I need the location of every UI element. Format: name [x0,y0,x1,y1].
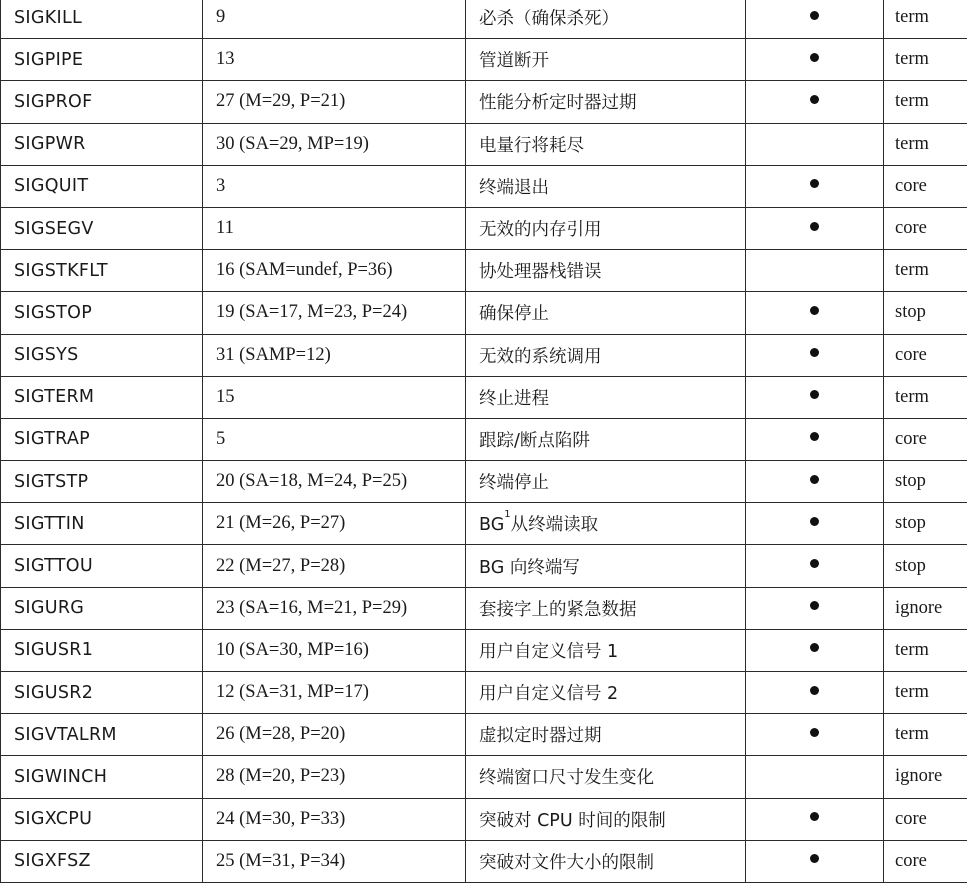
signal-description-cell: BG 向终端写 [466,545,746,587]
bullet-dot-icon [810,643,819,652]
bullet-dot-icon [810,559,819,568]
bullet-dot-icon [810,812,819,821]
marker-cell [746,81,884,123]
default-action-cell: term [884,376,967,418]
default-action-cell: ignore [884,756,967,798]
signal-number-cell: 3 [203,165,466,207]
marker-cell [746,629,884,671]
table-row [1,840,967,882]
marker-cell [746,840,884,882]
default-action-cell: core [884,165,967,207]
default-action-cell: stop [884,503,967,545]
signal-description-cell: 突破对文件大小的限制 [466,840,746,882]
bullet-dot-icon [810,854,819,863]
signal-description-cell: 终端窗口尺寸发生变化 [466,756,746,798]
marker-cell [746,798,884,840]
signal-description-cell: 电量行将耗尽 [466,123,746,165]
signal-number-cell: 11 [203,207,466,249]
signal-name-cell: SIGPWR [1,123,203,165]
table-row [1,165,967,207]
default-action-cell: ignore [884,587,967,629]
signal-name-cell: SIGWINCH [1,756,203,798]
marker-cell [746,292,884,334]
signal-name-cell: SIGUSR2 [1,672,203,714]
table-row [1,376,967,418]
default-action-cell: core [884,334,967,376]
bullet-dot-icon [810,95,819,104]
signal-number-cell: 27 (M=29, P=21) [203,81,466,123]
signal-description-cell: 必杀（确保杀死） [466,0,746,39]
default-action-cell: term [884,0,967,39]
default-action-cell: term [884,123,967,165]
signal-name-cell: SIGVTALRM [1,714,203,756]
bullet-dot-icon [810,686,819,695]
signal-number-cell: 22 (M=27, P=28) [203,545,466,587]
signal-description-cell: 终端停止 [466,461,746,503]
signal-description-cell: 用户自定义信号 2 [466,672,746,714]
default-action-cell: term [884,250,967,292]
marker-cell [746,714,884,756]
signal-name-cell: SIGTERM [1,376,203,418]
table-row [1,672,967,714]
table-row [1,123,967,165]
marker-cell [746,503,884,545]
signal-name-cell: SIGPIPE [1,39,203,81]
table-row [1,250,967,292]
signal-name-cell: SIGSYS [1,334,203,376]
table-row [1,207,967,249]
table-row [1,81,967,123]
signal-description-cell: 用户自定义信号 1 [466,629,746,671]
default-action-cell: term [884,672,967,714]
signal-number-cell: 19 (SA=17, M=23, P=24) [203,292,466,334]
signal-description-cell: 性能分析定时器过期 [466,81,746,123]
default-action-cell: core [884,418,967,460]
marker-cell [746,756,884,798]
marker-cell [746,334,884,376]
marker-cell [746,0,884,39]
signal-description-cell: 突破对 CPU 时间的限制 [466,798,746,840]
signal-name-cell: SIGQUIT [1,165,203,207]
bullet-dot-icon [810,475,819,484]
bullet-dot-icon [810,390,819,399]
signal-name-cell: SIGKILL [1,0,203,39]
marker-cell [746,39,884,81]
signal-number-cell: 25 (M=31, P=34) [203,840,466,882]
signal-table-body [1,0,967,882]
signal-name-cell: SIGSEGV [1,207,203,249]
signal-description-cell: 跟踪/断点陷阱 [466,418,746,460]
signal-description-cell: 终止进程 [466,376,746,418]
table-row [1,418,967,460]
bullet-dot-icon [810,179,819,188]
signal-description-cell: 管道断开 [466,39,746,81]
bullet-dot-icon [810,53,819,62]
signal-name-cell: SIGPROF [1,81,203,123]
signal-description-cell: 终端退出 [466,165,746,207]
marker-cell [746,461,884,503]
default-action-cell: term [884,714,967,756]
bullet-dot-icon [810,728,819,737]
bullet-dot-icon [810,306,819,315]
table-row [1,545,967,587]
signal-name-cell: SIGTTIN [1,503,203,545]
default-action-cell: core [884,207,967,249]
signal-number-cell: 5 [203,418,466,460]
table-row [1,0,967,39]
bullet-dot-icon [810,601,819,610]
signal-description-cell [466,503,746,545]
default-action-cell: stop [884,461,967,503]
marker-cell [746,672,884,714]
marker-cell [746,545,884,587]
table-row [1,334,967,376]
signal-number-cell: 16 (SAM=undef, P=36) [203,250,466,292]
signal-description-cell: 协处理器栈错误 [466,250,746,292]
table-row [1,39,967,81]
signal-name-cell: SIGTRAP [1,418,203,460]
default-action-cell: term [884,39,967,81]
signal-number-cell: 12 (SA=31, MP=17) [203,672,466,714]
signal-number-cell: 13 [203,39,466,81]
bullet-dot-icon [810,11,819,20]
table-row [1,798,967,840]
description-prefix: BG [479,515,505,536]
marker-cell [746,376,884,418]
marker-cell [746,250,884,292]
bullet-dot-icon [810,432,819,441]
signal-number-cell: 9 [203,0,466,39]
signal-name-cell: SIGURG [1,587,203,629]
signal-name-cell: SIGXFSZ [1,840,203,882]
signal-number-cell: 10 (SA=30, MP=16) [203,629,466,671]
table-row [1,503,967,545]
bullet-dot-icon [810,348,819,357]
default-action-cell: term [884,81,967,123]
table-row [1,629,967,671]
signal-description-cell: 无效的系统调用 [466,334,746,376]
signal-name-cell: SIGSTKFLT [1,250,203,292]
marker-cell [746,123,884,165]
table-row [1,461,967,503]
signal-name-cell: SIGSTOP [1,292,203,334]
signal-number-cell: 26 (M=28, P=20) [203,714,466,756]
signal-number-cell: 21 (M=26, P=27) [203,503,466,545]
signal-number-cell: 28 (M=20, P=23) [203,756,466,798]
table-row [1,587,967,629]
default-action-cell: core [884,840,967,882]
signal-number-cell: 23 (SA=16, M=21, P=29) [203,587,466,629]
default-action-cell: stop [884,545,967,587]
signal-description-cell: 无效的内存引用 [466,207,746,249]
table-row [1,756,967,798]
marker-cell [746,418,884,460]
description-suffix: 从终端读取 [510,515,599,536]
bullet-dot-icon [810,517,819,526]
table-row [1,292,967,334]
signal-number-cell: 31 (SAMP=12) [203,334,466,376]
signal-name-cell: SIGXCPU [1,798,203,840]
bullet-dot-icon [810,222,819,231]
signal-number-cell: 15 [203,376,466,418]
signal-description-cell: 确保停止 [466,292,746,334]
footnote-marker: 1 [504,509,511,521]
signal-name-cell: SIGTTOU [1,545,203,587]
signal-number-cell: 24 (M=30, P=33) [203,798,466,840]
signal-description-cell: 套接字上的紧急数据 [466,587,746,629]
marker-cell [746,165,884,207]
signal-number-cell: 30 (SA=29, MP=19) [203,123,466,165]
table-row [1,714,967,756]
default-action-cell: core [884,798,967,840]
marker-cell [746,587,884,629]
signal-name-cell: SIGUSR1 [1,629,203,671]
default-action-cell: stop [884,292,967,334]
signal-description-cell: 虚拟定时器过期 [466,714,746,756]
signal-number-cell: 20 (SA=18, M=24, P=25) [203,461,466,503]
marker-cell [746,207,884,249]
signal-name-cell: SIGTSTP [1,461,203,503]
default-action-cell: term [884,629,967,671]
